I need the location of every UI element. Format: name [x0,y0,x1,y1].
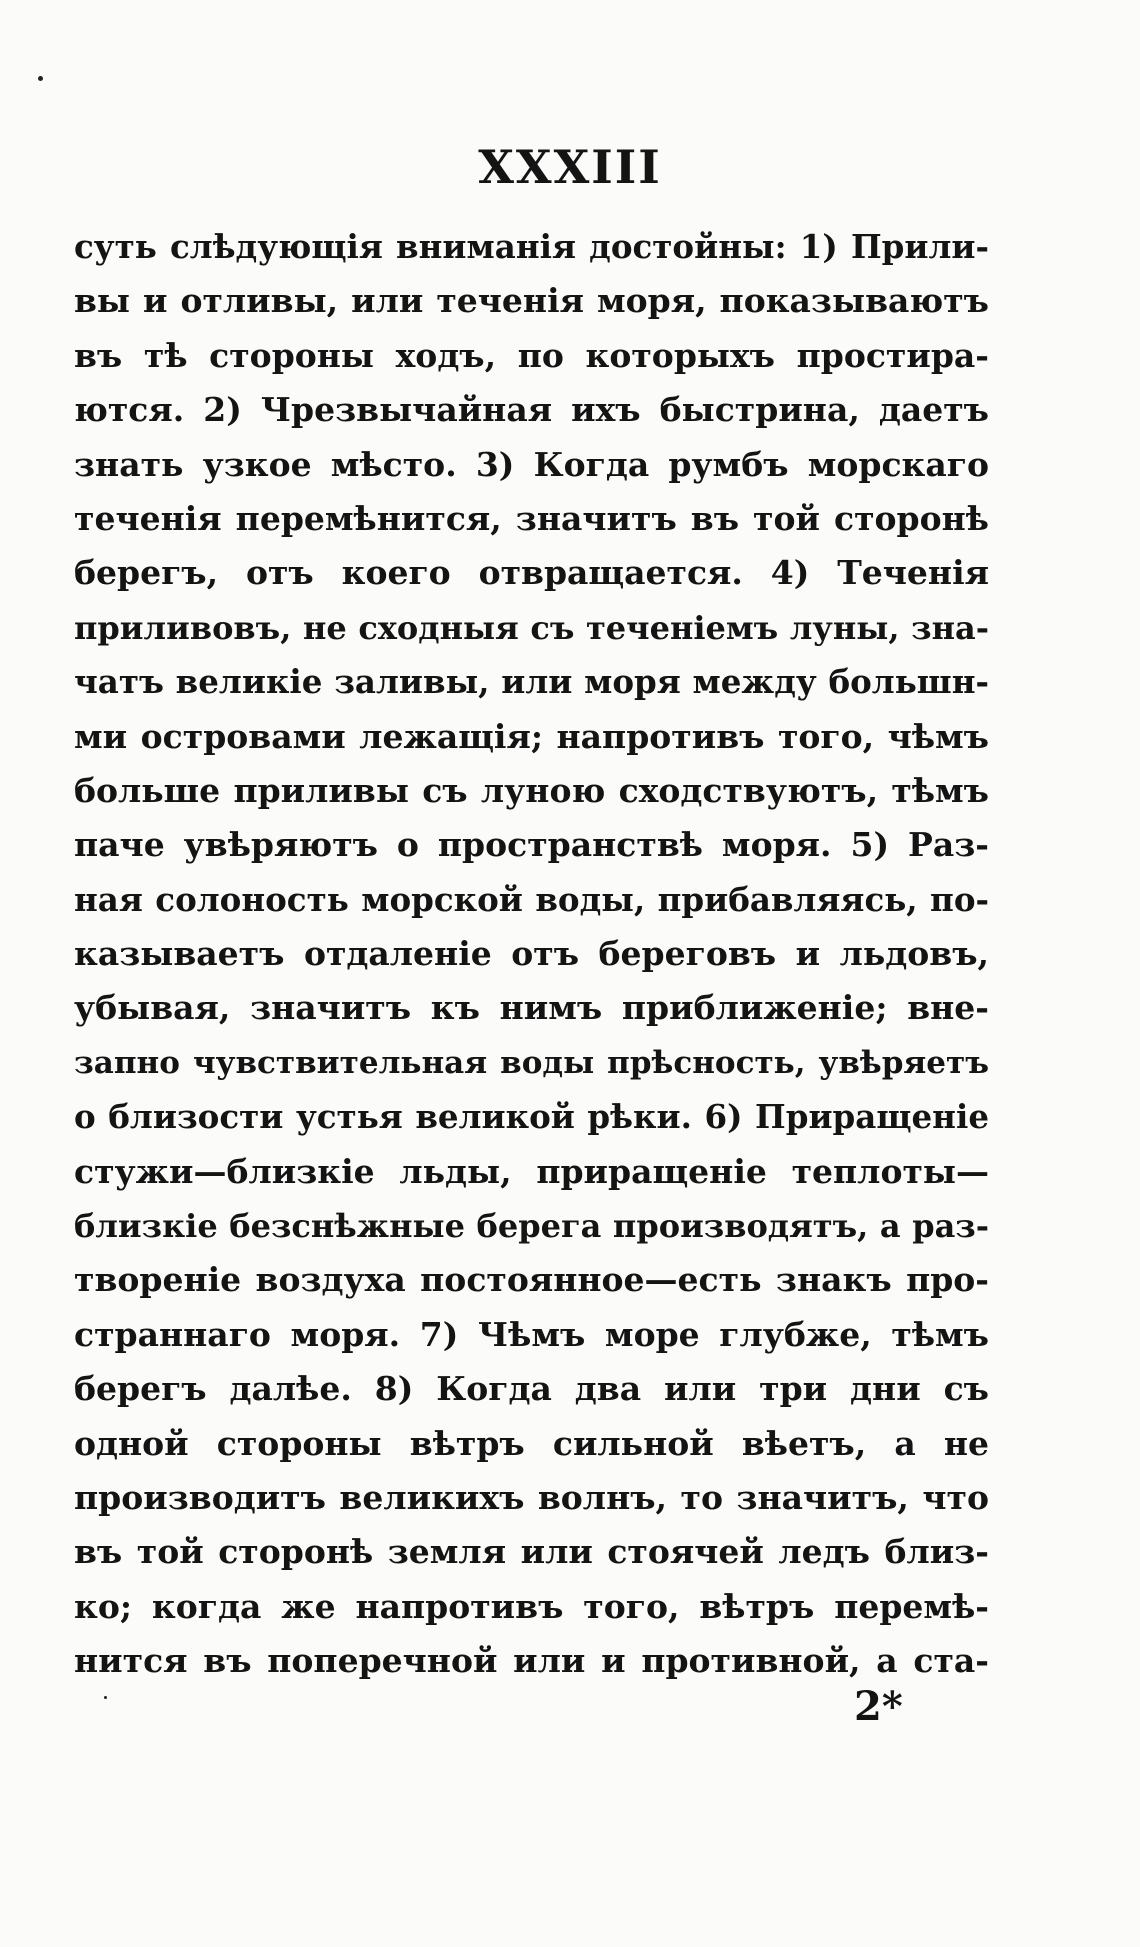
text-line: страннаго моря. 7) Чѣмъ море глубже, тѣмъ [74,1314,989,1354]
text-line: одной стороны вѣтръ сильной вѣетъ, а не [74,1423,989,1463]
text-line: въ тѣ стороны ходъ, по которыхъ простира- [74,335,989,375]
text-line: вы и отливы, или теченія моря, показываютъ [74,281,989,321]
text-line: убывая, значитъ къ нимъ приближеніе; вне- [74,988,989,1028]
body-text [74,220,989,1689]
paper-speck [38,76,43,81]
text-line: суть слѣдующія вниманія достойны: 1) Прили- [74,227,989,266]
text-line: стужи—близкіе льды, приращеніе теплоты— [74,1151,989,1191]
text-line: близкіе безснѣжные берега производятъ, а раз- [74,1207,989,1246]
text-line: казываетъ отдаленіе отъ береговъ и льдовъ, [74,934,989,974]
text-line: берегъ, отъ коего отвращается. 4) Теченія [74,553,989,593]
text-line: ются. 2) Чрезвычайная ихъ быстрина, даетъ [74,390,989,430]
text-line: нится въ поперечной или и противной, а ста- [74,1641,989,1681]
text-line: запно чувствительная воды прѣсность, увѣряетъ [74,1044,989,1081]
text-line: ми островами лежащія; напротивъ того, чѣмъ [74,716,989,756]
text-line: приливовъ, не сходныя съ теченіемъ луны, зна- [74,608,989,647]
text-line: твореніе воздуха постоянное—есть знакъ про- [74,1260,989,1300]
text-line: въ той сторонѣ земля или стоячей ледъ близ- [74,1532,989,1572]
page-number-header: XXXIII [478,140,662,194]
text-line: теченія перемѣнится, значитъ въ той сторонѣ [74,498,989,538]
signature-mark: 2* [854,1683,903,1730]
text-line: производитъ великихъ волнъ, то значитъ, что [74,1477,989,1517]
text-line: знать узкое мѣсто. 3) Когда румбъ морскаго [74,444,989,484]
text-line: о близости устья великой рѣки. 6) Приращеніе [74,1097,989,1137]
text-line: больше приливы съ луною сходствуютъ, тѣмъ [74,770,989,810]
text-line: ная солоность морской воды, прибавляясь, по- [74,879,989,919]
text-line: паче увѣряютъ о пространствѣ моря. 5) Раз- [74,825,989,865]
paper-speck [104,1696,107,1699]
text-line: чатъ великіе заливы, или моря между большн- [74,662,989,702]
text-line: ко; когда же напротивъ того, вѣтръ перемѣ- [74,1586,989,1626]
text-line: берегъ далѣе. 8) Когда два или три дни съ [74,1369,989,1409]
